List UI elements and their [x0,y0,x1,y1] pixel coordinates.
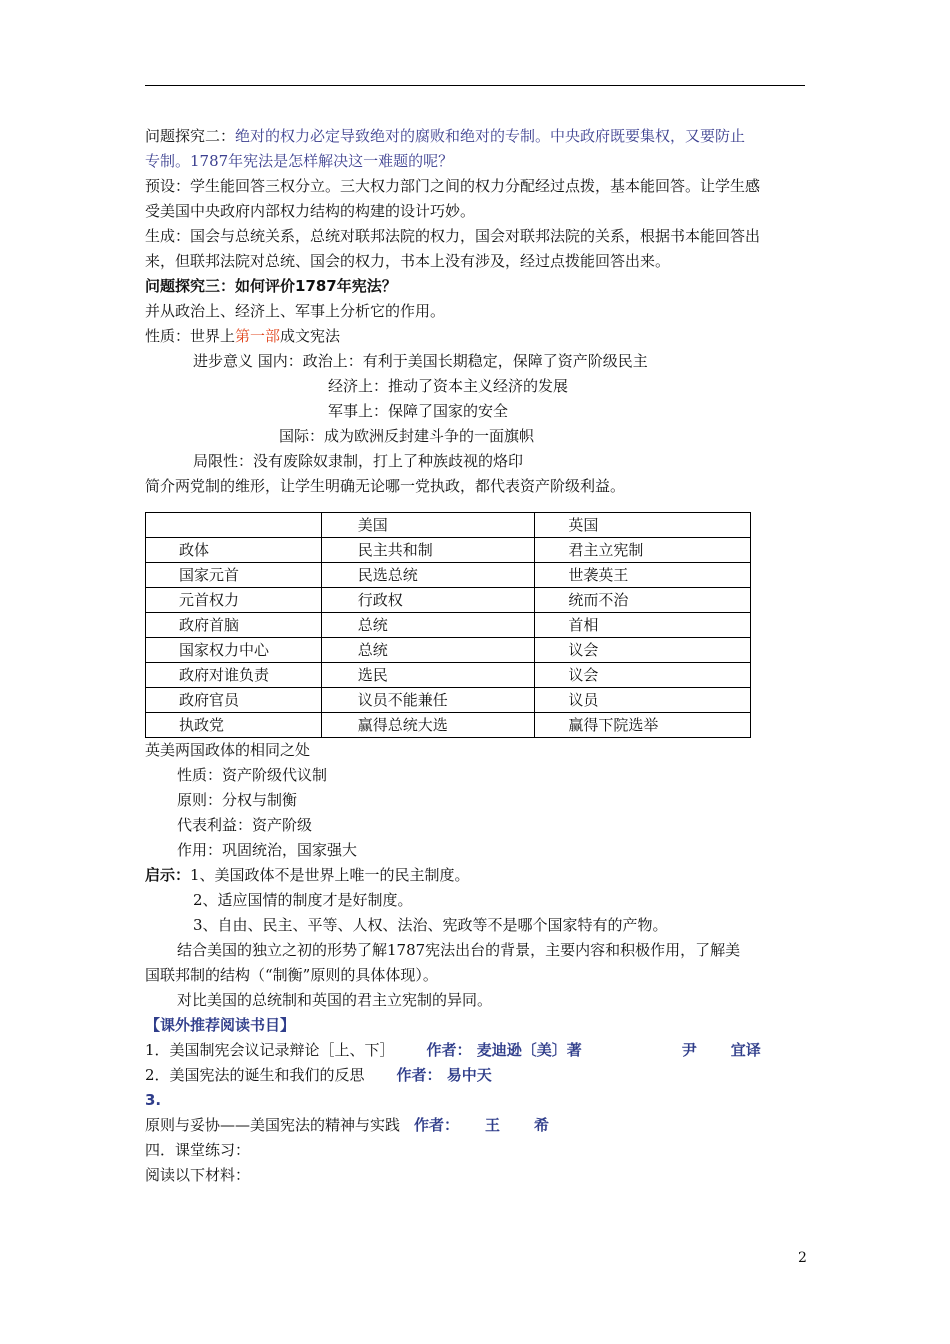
combine-line1: 结合美国的独立之初的形势了解1787宪法出台的背景，主要内容和积极作用，了解美 [177,941,741,959]
combine-line3: 对比美国的总统制和英国的君主立宪制的异同。 [177,991,493,1009]
table-cell: 总统 [321,613,535,638]
intro-line: 简介两党制的维形，让学生明确无论哪一党执政，都代表资产阶级利益。 [145,477,626,495]
table-cell: 赢得下院选举 [535,713,751,738]
table-cell: 政府官员 [146,688,322,713]
table-row [146,663,751,688]
reading-heading: 【课外推荐阅读书目】 [145,1016,296,1034]
table-cell: 政体 [146,538,322,563]
header-rule [145,85,805,86]
progress-international: 国际：成为欧洲反封建斗争的一面旗帜 [279,427,535,445]
preset-line1: 预设：学生能回答三权分立。三大权力部门之间的权力分配经过点拨，基本能回答。让学生感 [145,177,761,195]
book-item-3 [145,1113,810,1138]
book-translator: 尹 [681,1041,697,1059]
insight-item3: 3、自由、民主、平等、人权、法治、宪政等不是哪个国家特有的产物。 [193,916,668,934]
book-author: 作者： [414,1116,460,1134]
comparison-table [145,512,751,738]
table-cell: 国家权力中心 [146,638,322,663]
book-item-1 [145,1038,810,1063]
table-cell: 议会 [535,638,751,663]
book-title: 2．美国宪法的诞生和我们的反思 [145,1066,365,1084]
nature-highlight: 第一部 [235,327,281,345]
same-title: 英美两国政体的相同之处 [145,741,311,759]
book-item-3-num: 3. [145,1091,162,1109]
q2-line1 [145,124,810,149]
q3-title: 问题探究三：如何评价1787年宪法？ [145,277,397,295]
insight-line1 [145,863,810,888]
book-author: 作者： 麦迪逊〔美〕著 [426,1041,582,1059]
table-cell: 英国 [535,513,751,538]
table-cell: 民选总统 [321,563,535,588]
page-content [145,124,810,1188]
insight-item1: 1、美国政体不是世界上唯一的民主制度。 [190,866,470,884]
table-header-row [146,513,751,538]
table-row [146,563,751,588]
practice-title: 四．课堂练习： [145,1141,251,1159]
table-cell: 议员不能兼任 [321,688,535,713]
table-cell: 政府对谁负责 [146,663,322,688]
insight-label: 启示： [145,866,191,884]
table-row [146,713,751,738]
table-cell: 世袭英王 [535,563,751,588]
same-item: 作用：巩固统治，国家强大 [177,841,358,859]
combine-line2: 国联邦制的结构（“制衡”原则的具体体现）。 [145,966,438,984]
table-cell: 统而不治 [535,588,751,613]
table-cell: 民主共和制 [321,538,535,563]
table-cell: 议会 [535,663,751,688]
table-row [146,688,751,713]
book-title: 原则与妥协——美国宪法的精神与实践 [145,1116,401,1134]
table-row [146,588,751,613]
table-cell: 国家元首 [146,563,322,588]
book-author: 作者： 易中天 [396,1066,492,1084]
table-cell: 行政权 [321,588,535,613]
book-author-name: 王 [485,1116,501,1134]
book-translator: 宜译 [730,1041,761,1059]
insight-item2: 2、适应国情的制度才是好制度。 [193,891,413,909]
table-cell [146,513,322,538]
progress-economic: 经济上：推动了资本主义经济的发展 [328,377,569,395]
nature-line [145,324,810,349]
table-cell: 首相 [535,613,751,638]
nature-suffix: 成文宪法 [280,327,341,345]
table-cell: 赢得总统大选 [321,713,535,738]
progress-military: 军事上：保障了国家的安全 [328,402,509,420]
table-row [146,638,751,663]
table-cell: 政府首脑 [146,613,322,638]
table-row [146,613,751,638]
table-cell: 执政党 [146,713,322,738]
table-cell: 议员 [535,688,751,713]
table-row [146,538,751,563]
same-item: 代表利益：资产阶级 [177,816,313,834]
practice-line: 阅读以下材料： [145,1166,251,1184]
same-item: 原则：分权与制衡 [177,791,298,809]
gen-line1: 生成：国会与总统关系，总统对联邦法院的权力，国会对联邦法院的关系，根据书本能回答出 [145,227,761,245]
table-cell: 选民 [321,663,535,688]
nature-prefix: 性质：世界上 [145,327,236,345]
q2-line2: 专制。1787年宪法是怎样解决这一难题的呢？ [145,152,454,170]
progress-political: 进步意义 国内：政治上：有利于美国长期稳定，保障了资产阶级民主 [193,352,648,370]
q3-sub: 并从政治上、经济上、军事上分析它的作用。 [145,302,446,320]
same-item: 性质：资产阶级代议制 [177,766,328,784]
progress-limit: 局限性：没有废除奴隶制，打上了种族歧视的烙印 [193,452,524,470]
table-cell: 美国 [321,513,535,538]
q2-label: 问题探究二： [145,127,236,145]
page-number: 2 [798,1250,807,1266]
preset-line2: 受美国中央政府内部权力结构的构建的设计巧妙。 [145,202,476,220]
table-cell: 君主立宪制 [535,538,751,563]
book-item-2 [145,1063,810,1088]
book-title: 1．美国制宪会议记录辩论［上、下］ [145,1041,395,1059]
gen-line2: 来，但联邦法院对总统、国会的权力，书本上没有涉及，经过点拨能回答出来。 [145,252,671,270]
table-cell: 元首权力 [146,588,322,613]
book-author-name: 希 [534,1116,550,1134]
q2-text1: 绝对的权力必定导致绝对的腐败和绝对的专制。中央政府既要集权，又要防止 [235,127,746,145]
table-cell: 总统 [321,638,535,663]
